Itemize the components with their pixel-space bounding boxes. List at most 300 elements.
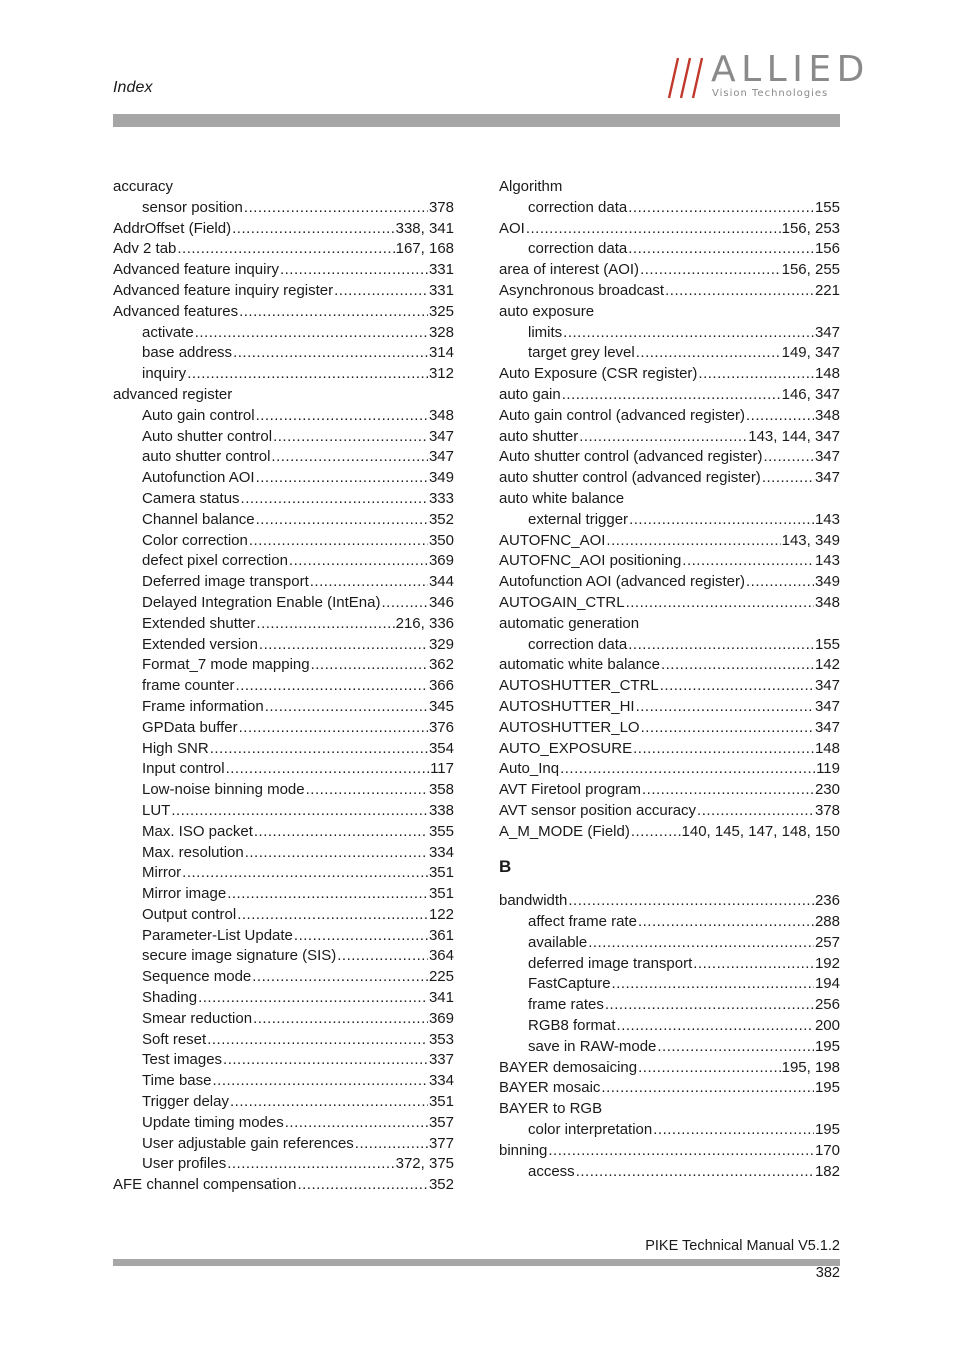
index-term: Asynchronous broadcast bbox=[499, 281, 665, 299]
index-entry bbox=[113, 572, 454, 593]
index-page-ref[interactable]: 167, 168 bbox=[395, 240, 454, 258]
index-term: BAYER mosaic bbox=[499, 1079, 601, 1097]
logo-wordmark: ALLIED bbox=[711, 49, 870, 90]
index-entry bbox=[499, 739, 840, 760]
index-page-ref[interactable]: 334 bbox=[428, 843, 454, 861]
index-term: sensor position bbox=[142, 198, 243, 216]
dot-leader bbox=[579, 427, 747, 448]
index-entry bbox=[113, 655, 454, 676]
index-page-ref[interactable]: 230 bbox=[814, 781, 840, 799]
index-page-ref[interactable]: 357 bbox=[428, 1113, 454, 1131]
dot-leader bbox=[641, 718, 814, 739]
index-page-ref[interactable]: 195 bbox=[814, 1037, 840, 1055]
index-term: advanced register bbox=[113, 385, 233, 403]
index-page-ref[interactable]: 378 bbox=[814, 801, 840, 819]
index-term: Algorithm bbox=[499, 178, 563, 195]
index-page-ref[interactable]: 192 bbox=[814, 954, 840, 972]
index-page-ref[interactable]: 369 bbox=[428, 552, 454, 570]
index-entry bbox=[113, 1092, 454, 1113]
index-term: AOI bbox=[499, 219, 525, 237]
index-entry bbox=[499, 1058, 840, 1079]
index-term: Advanced features bbox=[113, 302, 239, 320]
dot-leader bbox=[311, 655, 428, 676]
index-page-ref[interactable]: 143 bbox=[814, 552, 840, 570]
index-term: Auto shutter control bbox=[142, 427, 273, 445]
dot-leader bbox=[381, 593, 427, 614]
index-page-ref[interactable]: 221 bbox=[814, 281, 840, 299]
index-entry bbox=[113, 988, 454, 1009]
index-page-ref[interactable]: 148 bbox=[814, 739, 840, 757]
index-page-ref[interactable]: 358 bbox=[428, 781, 454, 799]
index-page-ref[interactable]: 344 bbox=[428, 573, 454, 591]
index-page-ref[interactable]: 377 bbox=[428, 1134, 454, 1152]
index-page-ref[interactable]: 156, 253 bbox=[781, 219, 840, 237]
index-term: auto exposure bbox=[499, 302, 595, 320]
dot-leader bbox=[256, 406, 428, 427]
index-page-ref[interactable]: 156, 255 bbox=[781, 261, 840, 279]
index-entry bbox=[499, 635, 840, 656]
index-entry bbox=[113, 427, 454, 448]
index-page-ref[interactable]: 347 bbox=[814, 448, 840, 466]
index-page-ref[interactable]: 348 bbox=[814, 593, 840, 611]
dot-leader bbox=[289, 551, 428, 572]
index-entry bbox=[499, 780, 840, 801]
index-page-ref[interactable]: 334 bbox=[428, 1072, 454, 1090]
index-page-ref[interactable]: 364 bbox=[428, 947, 454, 965]
dot-leader bbox=[563, 323, 814, 344]
index-page-ref[interactable]: 351 bbox=[428, 885, 454, 903]
section-letter-b: B bbox=[499, 856, 512, 876]
index-page-ref[interactable]: 257 bbox=[814, 933, 840, 951]
index-page-ref[interactable]: 347 bbox=[428, 448, 454, 466]
index-term: correction data bbox=[528, 240, 628, 258]
index-term: affect frame rate bbox=[528, 913, 637, 931]
index-term: Smear reduction bbox=[142, 1009, 253, 1027]
index-page-ref[interactable]: 170 bbox=[814, 1141, 840, 1159]
dot-leader bbox=[252, 967, 428, 988]
dot-leader bbox=[297, 1175, 428, 1196]
index-entry bbox=[113, 302, 454, 323]
index-term: auto white balance bbox=[499, 489, 625, 507]
index-page-ref[interactable]: 354 bbox=[428, 739, 454, 757]
index-page-ref[interactable]: 143, 144, 347 bbox=[748, 427, 840, 445]
index-page-ref[interactable]: 117 bbox=[430, 760, 454, 778]
index-page-ref[interactable]: 338, 341 bbox=[395, 219, 454, 237]
dot-leader bbox=[605, 995, 814, 1016]
dot-leader bbox=[244, 198, 428, 219]
index-term: Update timing modes bbox=[142, 1113, 284, 1131]
index-term: Mirror image bbox=[142, 885, 227, 903]
index-page-ref[interactable]: 155 bbox=[814, 635, 840, 653]
index-entry bbox=[113, 468, 454, 489]
index-entry bbox=[499, 260, 840, 281]
index-term: User profiles bbox=[142, 1155, 227, 1173]
index-entry bbox=[499, 510, 840, 531]
index-entry bbox=[113, 198, 454, 219]
index-term: accuracy bbox=[113, 178, 174, 195]
index-entry bbox=[113, 759, 454, 780]
index-page-ref[interactable]: 148 bbox=[814, 365, 840, 383]
index-term: AFE channel compensation bbox=[113, 1176, 297, 1194]
index-page-ref[interactable]: 355 bbox=[428, 822, 454, 840]
index-page-ref[interactable]: 195 bbox=[814, 1121, 840, 1139]
dot-leader bbox=[182, 863, 428, 884]
dot-leader bbox=[198, 988, 428, 1009]
index-page-ref[interactable]: 338 bbox=[428, 801, 454, 819]
slash-lines-icon bbox=[666, 57, 710, 99]
index-page-ref[interactable]: 149, 347 bbox=[781, 344, 840, 362]
index-term: bandwidth bbox=[499, 892, 568, 910]
index-term: Extended shutter bbox=[142, 614, 256, 632]
index-entry bbox=[113, 1050, 454, 1071]
index-term: User adjustable gain references bbox=[142, 1134, 354, 1152]
index-page-ref[interactable]: 347 bbox=[814, 469, 840, 487]
dot-leader bbox=[210, 739, 428, 760]
index-term: AUTOFNC_AOI positioning bbox=[499, 552, 682, 570]
index-entry bbox=[113, 967, 454, 988]
index-term: AVT Firetool program bbox=[499, 781, 641, 799]
index-entry bbox=[499, 697, 840, 718]
index-group-a bbox=[499, 177, 840, 843]
index-term: AddrOffset (Field) bbox=[113, 219, 232, 237]
dot-leader bbox=[746, 406, 814, 427]
index-page-ref[interactable]: 225 bbox=[428, 968, 454, 986]
index-entry bbox=[113, 364, 454, 385]
index-page-ref[interactable]: 331 bbox=[428, 261, 454, 279]
index-term: AVT sensor position accuracy bbox=[499, 801, 697, 819]
index-page-ref[interactable]: 347 bbox=[814, 718, 840, 736]
index-term: FastCapture bbox=[528, 975, 611, 993]
index-page-ref[interactable]: 155 bbox=[814, 198, 840, 216]
index-entry bbox=[499, 718, 840, 739]
dot-leader bbox=[653, 1120, 814, 1141]
index-entry bbox=[113, 219, 454, 240]
dot-leader bbox=[626, 593, 814, 614]
index-entry bbox=[499, 385, 840, 406]
index-page-ref[interactable]: 348 bbox=[428, 406, 454, 424]
index-page-ref[interactable]: 347 bbox=[814, 677, 840, 695]
dot-leader bbox=[280, 260, 428, 281]
index-entry bbox=[499, 822, 840, 843]
dot-leader bbox=[337, 946, 428, 967]
index-page-ref[interactable]: 348 bbox=[814, 406, 840, 424]
dot-leader bbox=[660, 676, 814, 697]
dot-leader bbox=[195, 323, 428, 344]
index-entry bbox=[113, 1154, 454, 1175]
index-term: base address bbox=[142, 344, 233, 362]
index-page-ref[interactable]: 347 bbox=[428, 427, 454, 445]
index-page-ref[interactable]: 314 bbox=[428, 344, 454, 362]
dot-leader bbox=[657, 1037, 814, 1058]
footer-manual-title: PIKE Technical Manual V5.1.2 bbox=[645, 1238, 840, 1254]
index-page-ref[interactable]: 325 bbox=[428, 302, 454, 320]
index-page-ref[interactable]: 143 bbox=[814, 510, 840, 528]
index-term: Delayed Integration Enable (IntEna) bbox=[142, 593, 381, 611]
index-page-ref[interactable]: 288 bbox=[814, 913, 840, 931]
index-entry bbox=[113, 1009, 454, 1030]
dot-leader bbox=[693, 954, 814, 975]
index-page-ref[interactable]: 140, 145, 147, 148, 150 bbox=[681, 822, 840, 840]
index-entry bbox=[113, 780, 454, 801]
index-term: automatic white balance bbox=[499, 656, 660, 674]
index-page-ref[interactable]: 351 bbox=[428, 1093, 454, 1111]
index-entry bbox=[499, 177, 840, 198]
index-term: Parameter-List Update bbox=[142, 926, 293, 944]
dot-leader bbox=[588, 933, 814, 954]
index-page-ref[interactable]: 378 bbox=[428, 198, 454, 216]
dot-leader bbox=[576, 1162, 814, 1183]
dot-leader bbox=[265, 697, 428, 718]
dot-leader bbox=[177, 239, 394, 260]
index-entry bbox=[499, 1162, 840, 1183]
index-entry bbox=[499, 593, 840, 614]
dot-leader bbox=[233, 343, 428, 364]
index-entry bbox=[499, 281, 840, 302]
index-page-ref[interactable]: 346 bbox=[428, 593, 454, 611]
page-number: 382 bbox=[815, 1265, 840, 1281]
index-term: Sequence mode bbox=[142, 968, 252, 986]
dot-leader bbox=[249, 531, 428, 552]
index-term: Mirror bbox=[142, 864, 182, 882]
dot-leader bbox=[763, 447, 814, 468]
index-page-ref[interactable]: 195, 198 bbox=[781, 1058, 840, 1076]
index-term: auto shutter control (advanced register) bbox=[499, 469, 761, 487]
index-entry bbox=[499, 343, 840, 364]
index-entry bbox=[113, 946, 454, 967]
index-term: Format_7 mode mapping bbox=[142, 656, 310, 674]
index-term: AUTO_EXPOSURE bbox=[499, 739, 633, 757]
index-page-ref[interactable]: 337 bbox=[428, 1051, 454, 1069]
index-entry bbox=[499, 427, 840, 448]
index-page-ref[interactable]: 372, 375 bbox=[395, 1155, 454, 1173]
dot-leader bbox=[271, 447, 428, 468]
index-term: GPData buffer bbox=[142, 718, 238, 736]
index-term: inquiry bbox=[142, 365, 187, 383]
index-term: save in RAW-mode bbox=[528, 1037, 657, 1055]
index-entry bbox=[113, 801, 454, 822]
dot-leader bbox=[636, 697, 814, 718]
dot-leader bbox=[207, 1030, 428, 1051]
index-term: Autofunction AOI (advanced register) bbox=[499, 573, 745, 591]
index-entry bbox=[113, 531, 454, 552]
index-entry bbox=[499, 531, 840, 552]
index-entry bbox=[113, 343, 454, 364]
index-entry bbox=[113, 239, 454, 260]
index-page-ref[interactable]: 369 bbox=[428, 1009, 454, 1027]
dot-leader bbox=[245, 843, 428, 864]
dot-leader bbox=[682, 551, 814, 572]
index-entry bbox=[499, 933, 840, 954]
index-entry bbox=[113, 635, 454, 656]
logo-subtitle: Vision Technologies bbox=[712, 88, 829, 99]
index-entry bbox=[499, 676, 840, 697]
index-term: Trigger delay bbox=[142, 1093, 229, 1111]
index-page-ref[interactable]: 366 bbox=[428, 677, 454, 695]
dot-leader bbox=[548, 1141, 814, 1162]
index-entry bbox=[113, 281, 454, 302]
dot-leader bbox=[612, 974, 814, 995]
index-term: binning bbox=[499, 1141, 548, 1159]
index-column-left bbox=[113, 177, 454, 1196]
index-page-ref[interactable]: 328 bbox=[428, 323, 454, 341]
dot-leader bbox=[636, 343, 781, 364]
index-term: secure image signature (SIS) bbox=[142, 947, 337, 965]
index-page-ref[interactable]: 329 bbox=[428, 635, 454, 653]
index-entry bbox=[113, 177, 454, 198]
index-page-ref[interactable]: 216, 336 bbox=[395, 614, 454, 632]
index-term: Input control bbox=[142, 760, 225, 778]
index-term: frame counter bbox=[142, 677, 235, 695]
index-page-ref[interactable]: 312 bbox=[428, 365, 454, 383]
index-page-ref[interactable]: 236 bbox=[814, 892, 840, 910]
dot-leader bbox=[236, 676, 428, 697]
index-page-ref[interactable]: 256 bbox=[814, 996, 840, 1014]
index-page-ref[interactable]: 349 bbox=[428, 469, 454, 487]
dot-leader bbox=[310, 572, 428, 593]
index-entry bbox=[499, 1099, 840, 1120]
index-entry bbox=[499, 954, 840, 975]
index-entry bbox=[113, 1134, 454, 1155]
index-entry bbox=[113, 447, 454, 468]
dot-leader bbox=[306, 780, 428, 801]
dot-leader bbox=[633, 739, 814, 760]
dot-leader bbox=[562, 385, 781, 406]
dot-leader bbox=[256, 614, 394, 635]
index-term: Advanced feature inquiry bbox=[113, 261, 279, 279]
index-term: AUTOSHUTTER_HI bbox=[499, 697, 635, 715]
dot-leader bbox=[568, 891, 814, 912]
index-term: correction data bbox=[528, 198, 628, 216]
index-term: AUTOSHUTTER_CTRL bbox=[499, 677, 659, 695]
index-term: activate bbox=[142, 323, 194, 341]
index-page-ref[interactable]: 333 bbox=[428, 489, 454, 507]
dot-leader bbox=[212, 1071, 427, 1092]
index-entry bbox=[499, 551, 840, 572]
index-entry bbox=[499, 974, 840, 995]
index-page-ref[interactable]: 376 bbox=[428, 718, 454, 736]
index-page-ref[interactable]: 194 bbox=[814, 975, 840, 993]
index-term: Low-noise binning mode bbox=[142, 781, 305, 799]
index-page-ref[interactable]: 119 bbox=[816, 760, 840, 778]
index-entry bbox=[499, 572, 840, 593]
index-term: Soft reset bbox=[142, 1030, 207, 1048]
index-page-ref[interactable]: 350 bbox=[428, 531, 454, 549]
dot-leader bbox=[241, 489, 428, 510]
dot-leader bbox=[230, 1092, 428, 1113]
index-page-ref[interactable]: 200 bbox=[814, 1017, 840, 1035]
footer-bar bbox=[113, 1259, 840, 1266]
index-term: frame rates bbox=[528, 996, 604, 1014]
index-entry bbox=[113, 260, 454, 281]
index-term: color interpretation bbox=[528, 1121, 653, 1139]
index-page-ref[interactable]: 347 bbox=[814, 323, 840, 341]
index-term: BAYER to RGB bbox=[499, 1100, 603, 1118]
index-entry bbox=[499, 912, 840, 933]
index-entry bbox=[113, 489, 454, 510]
index-page-ref[interactable]: 182 bbox=[814, 1162, 840, 1180]
index-entry bbox=[499, 364, 840, 385]
index-page-ref[interactable]: 195 bbox=[814, 1079, 840, 1097]
index-page-ref[interactable]: 122 bbox=[428, 905, 454, 923]
index-page-ref[interactable]: 143, 349 bbox=[781, 531, 840, 549]
index-page-ref[interactable]: 352 bbox=[428, 510, 454, 528]
index-term: limits bbox=[528, 323, 563, 341]
dot-leader bbox=[762, 468, 814, 489]
index-page-ref[interactable]: 156 bbox=[814, 240, 840, 258]
index-entry bbox=[113, 822, 454, 843]
index-entry bbox=[499, 239, 840, 260]
dot-leader bbox=[526, 219, 781, 240]
dot-leader bbox=[628, 635, 814, 656]
index-page-ref[interactable]: 353 bbox=[428, 1030, 454, 1048]
index-term: Extended version bbox=[142, 635, 258, 653]
index-term: auto shutter bbox=[499, 427, 579, 445]
index-entry bbox=[499, 1141, 840, 1162]
index-term: Channel balance bbox=[142, 510, 255, 528]
index-term: correction data bbox=[528, 635, 628, 653]
dot-leader bbox=[617, 1016, 814, 1037]
dot-leader bbox=[232, 219, 395, 240]
index-term: Advanced feature inquiry register bbox=[113, 281, 334, 299]
dot-leader bbox=[285, 1113, 428, 1134]
index-term: Max. resolution bbox=[142, 843, 244, 861]
index-entry bbox=[499, 655, 840, 676]
index-page-ref[interactable]: 361 bbox=[428, 926, 454, 944]
index-entry bbox=[499, 1016, 840, 1037]
dot-leader bbox=[697, 801, 814, 822]
index-entry bbox=[499, 406, 840, 427]
index-page-ref[interactable]: 362 bbox=[428, 656, 454, 674]
index-page-ref[interactable]: 341 bbox=[428, 989, 454, 1007]
dot-leader bbox=[259, 635, 428, 656]
dot-leader bbox=[698, 364, 814, 385]
index-term: AUTOGAIN_CTRL bbox=[499, 593, 625, 611]
index-page-ref[interactable]: 347 bbox=[814, 697, 840, 715]
index-entry bbox=[499, 323, 840, 344]
dot-leader bbox=[601, 1078, 814, 1099]
dot-leader bbox=[254, 822, 428, 843]
dot-leader bbox=[187, 364, 428, 385]
dot-leader bbox=[227, 1154, 394, 1175]
index-page-ref[interactable]: 352 bbox=[428, 1176, 454, 1194]
dot-leader bbox=[256, 510, 428, 531]
index-page-ref[interactable]: 345 bbox=[428, 697, 454, 715]
index-term: Test images bbox=[142, 1051, 223, 1069]
index-term: AUTOFNC_AOI bbox=[499, 531, 606, 549]
index-entry bbox=[113, 1030, 454, 1051]
index-page-ref[interactable]: 146, 347 bbox=[781, 385, 840, 403]
index-term: Auto Exposure (CSR register) bbox=[499, 365, 698, 383]
dot-leader bbox=[631, 822, 681, 843]
index-term: Max. ISO packet bbox=[142, 822, 253, 840]
dot-leader bbox=[253, 1009, 428, 1030]
index-page-ref[interactable]: 142 bbox=[814, 656, 840, 674]
dot-leader bbox=[642, 780, 814, 801]
index-entry bbox=[499, 614, 840, 635]
index-term: Shading bbox=[142, 989, 198, 1007]
index-entry bbox=[499, 302, 840, 323]
index-page-ref[interactable]: 349 bbox=[814, 573, 840, 591]
index-term: auto shutter control bbox=[142, 448, 271, 466]
index-entry bbox=[113, 1113, 454, 1134]
index-page-ref[interactable]: 351 bbox=[428, 864, 454, 882]
index-entry bbox=[113, 1071, 454, 1092]
dot-leader bbox=[171, 801, 428, 822]
index-term: A_M_MODE (Field) bbox=[499, 822, 630, 840]
dot-leader bbox=[226, 759, 430, 780]
index-page-ref[interactable]: 331 bbox=[428, 281, 454, 299]
dot-leader bbox=[256, 468, 428, 489]
